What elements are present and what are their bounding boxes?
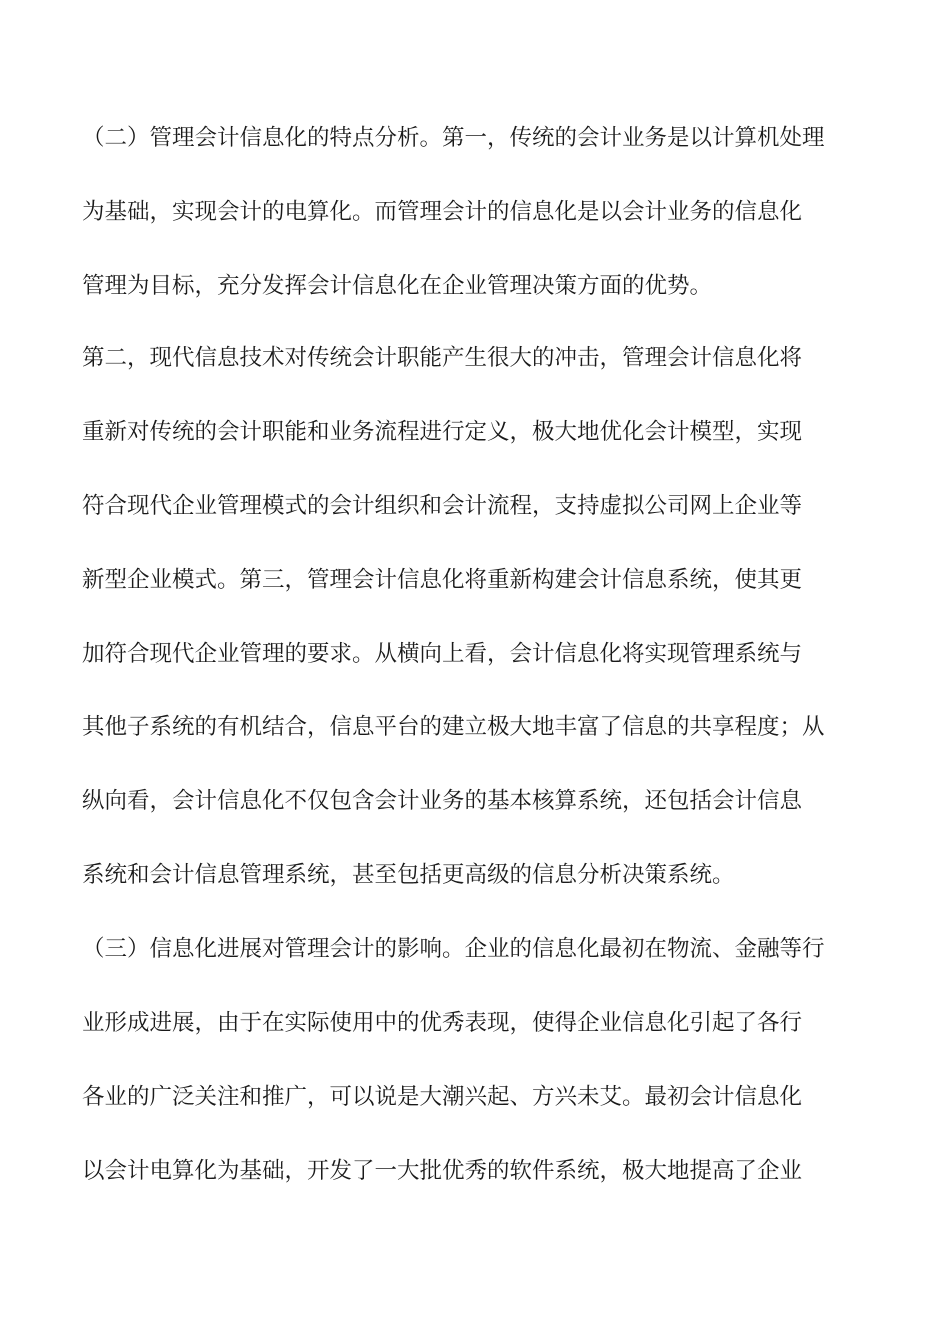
text-line: 管理为目标，充分发挥会计信息化在企业管理决策方面的优势。 (82, 273, 713, 299)
text-line: 新型企业模式。第三，管理会计信息化将重新构建会计信息系统，使其更 (82, 567, 803, 593)
text-line: 符合现代企业管理模式的会计组织和会计流程，支持虚拟公司网上企业等 (82, 493, 803, 519)
text-line: 重新对传统的会计职能和业务流程进行定义，极大地优化会计模型，实现 (82, 419, 803, 445)
text-line: （三）信息化进展对管理会计的影响。企业的信息化最初在物流、金融等行 (82, 936, 825, 962)
text-line: （二）管理会计信息化的特点分析。第一，传统的会计业务是以计算机处理 (82, 125, 825, 151)
text-line: 其他子系统的有机结合，信息平台的建立极大地丰富了信息的共享程度；从 (82, 714, 825, 740)
text-line: 各业的广泛关注和推广，可以说是大潮兴起、方兴未艾。最初会计信息化 (82, 1084, 803, 1110)
text-line: 以会计电算化为基础，开发了一大批优秀的软件系统，极大地提高了企业 (82, 1158, 803, 1184)
text-line: 加符合现代企业管理的要求。从横向上看，会计信息化将实现管理系统与 (82, 641, 803, 667)
text-line: 业形成进展，由于在实际使用中的优秀表现，使得企业信息化引起了各行 (82, 1010, 803, 1036)
text-line: 纵向看，会计信息化不仅包含会计业务的基本核算系统，还包括会计信息 (82, 788, 803, 814)
text-line: 系统和会计信息管理系统，甚至包括更高级的信息分析决策系统。 (82, 862, 735, 888)
text-line: 为基础，实现会计的电算化。而管理会计的信息化是以会计业务的信息化 (82, 199, 803, 225)
text-line: 第二，现代信息技术对传统会计职能产生很大的冲击，管理会计信息化将 (82, 345, 803, 371)
